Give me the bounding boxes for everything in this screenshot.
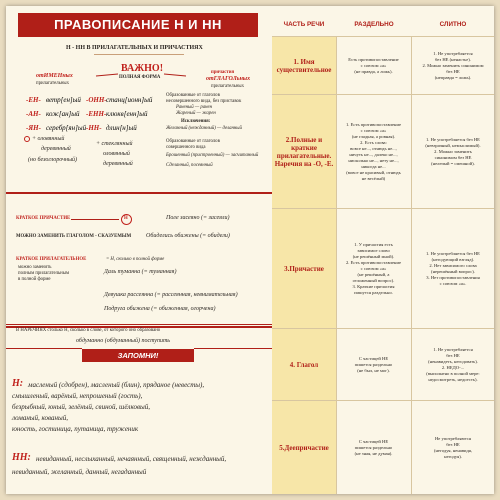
memory-line: невиданный, желанный, данный, негаданный <box>12 468 147 476</box>
separate-rule: Есть противопоставление с союзом «а» (не правда, а ложь). <box>336 37 412 95</box>
short-participle-header: КРАТКОЕ ПРИЧАСТИЕ <box>16 216 71 221</box>
part-of-speech: 1. Имя существительное <box>272 37 337 95</box>
rule-note: Образованные от глаголов <box>166 139 220 144</box>
short-adjective-rule: = Н, сколько в полной форме <box>106 257 165 262</box>
part-of-speech: 3.Причастие <box>272 209 337 329</box>
example-word: серебр[ян]ый <box>46 124 87 132</box>
rule-note: можно заменить <box>18 265 52 270</box>
divider <box>6 348 82 349</box>
together-rule: 1. Не употребляется без НЕ (ненавидеть, негодовать). 2. НЕДО-... (выполнено в полной мере: недосмотреть, недоесть). <box>426 347 480 382</box>
left-panel <box>6 6 272 494</box>
part-of-speech: 5.Деепричастие <box>272 401 337 494</box>
short-forms-section <box>6 192 272 284</box>
right-branch-title: причастия <box>211 70 235 75</box>
right-branch-note: прилагательных <box>211 84 245 89</box>
adjectives-participles-section <box>6 6 272 192</box>
exception-word: оловянный <box>103 151 130 157</box>
n-letter: Н <box>124 216 128 221</box>
rule-note: Исключения: <box>181 119 211 124</box>
part-of-speech: 4. Глагол <box>272 329 337 401</box>
exception-word: деревянный <box>41 146 71 152</box>
together-rule: 1. Не употребляется без НЕ (ненастье). 2. Можно заменить синонимом без НЕ (неправда = ложь). <box>422 51 484 80</box>
replace-verb-rule: МОЖНО ЗАМЕНИТЬ ГЛАГОЛОМ - СКАЗУЕМЫМ <box>16 234 132 239</box>
example-sentence: Подруга обижена (= обиженная, огорчена) <box>104 306 216 312</box>
memory-line: масленый (сдобрен), масленый (блин), пряданое (невесты), <box>28 381 205 389</box>
left-branch-subtitle: прилагательных <box>36 81 70 86</box>
basic-form-label: ПОЛНАЯ ФОРМА <box>119 75 161 80</box>
rule-note: Сделанный, посеянный <box>166 163 213 168</box>
table-row <box>272 400 494 494</box>
arrow-line <box>71 219 119 220</box>
table-row <box>272 36 494 95</box>
suffix-onn: -ОНН- <box>86 96 107 104</box>
section-divider <box>6 324 272 325</box>
example-sentence: Обиделись обижены (= обидели) <box>146 233 230 239</box>
separate-rule: 1. Есть противопоставление с союзом «а» (не гладкая, а ровная). 2. Есть слова: вовсе не..., отнюдь не..., ничуть не..., далеко не..., нисколько не..., нету не..., никогда не... (вовсе не красивый, отнюдь не весёлый) <box>336 95 412 209</box>
bullet-icon <box>24 136 30 142</box>
short-adjective-header: КРАТКОЕ ПРИЛАГАТЕЛЬНОЕ <box>16 257 87 262</box>
column-header: РАЗДЕЛЬНО <box>354 21 394 28</box>
example-word: кож[ан]ый <box>46 110 80 118</box>
rule-note: Жареный — жарен <box>176 111 216 116</box>
divider <box>194 348 272 349</box>
example-sentence: Поле засеяно (= засеяли) <box>166 215 230 221</box>
adverbs-section <box>6 326 272 350</box>
rule-note: Раненый — ранен <box>176 105 213 110</box>
example-word: ветр[ен]ый <box>46 96 81 104</box>
column-header: ЧАСТЬ РЕЧИ <box>283 21 325 28</box>
n-label: Н: <box>12 378 24 389</box>
ne-spelling-table <box>272 6 494 494</box>
suffix-nn: -НН- <box>86 124 102 132</box>
memory-line: смышленый, варёный, непрошеный (гость), <box>12 392 143 400</box>
exception-word: + стеклянный <box>96 141 133 147</box>
exception-word: деревянный <box>103 161 133 167</box>
suffix-yan: -ЯН- <box>26 124 41 132</box>
remember-banner: ЗАПОМНИ! <box>82 349 194 362</box>
table-body <box>272 36 494 494</box>
left-branch-title: отИМЕНных <box>36 73 73 79</box>
example-word: станц[ионн]ый <box>106 96 153 104</box>
rule-note: Образованные от глаголов <box>166 93 220 98</box>
suffix-en: -ЕН- <box>26 96 41 104</box>
suffix-an: -АН- <box>26 110 41 118</box>
exception-word: + оловянный <box>32 136 65 142</box>
example-sentence: Даль туманна (= туманная) <box>104 269 177 275</box>
example-word: клюкв[енн]ый <box>106 110 148 118</box>
memory-line: ломаный, кованый, <box>12 414 69 422</box>
example-sentence: Девушка рассеянна (= рассеянная, невнимательная) <box>104 292 238 298</box>
rule-note: в полной форме <box>18 277 51 282</box>
together-rule: 1. Не употребляется без НЕ (негодующий взгляд). 2. Нет зависимого слова (нерешённый вопрос). 3. Нет противопоставления с союзом «а». <box>426 251 480 286</box>
table-row <box>272 208 494 329</box>
poster <box>6 6 494 494</box>
memory-line: безрыбный, юный, зелёный, свиной, шёлковый, <box>12 403 151 411</box>
rule-note: Брошенный (пристроенный) — засчитанный <box>166 153 259 158</box>
rule-note: Желанный (нежданный) — деланный <box>166 126 242 131</box>
page-title: ПРАВОПИСАНИЕ Н И НН <box>18 13 258 37</box>
right-branch-subtitle: отГЛАГОЛьных <box>206 76 251 82</box>
memory-line: невиданный, неслыханный, нечаянный, священный, нежданный, <box>36 455 227 463</box>
column-header: СЛИТНО <box>439 21 467 28</box>
example-word: длин[н]ый <box>106 124 137 132</box>
adverbs-rule: В НАРЕЧИЯХ столько Н, сколько в слове, от которого оно образовано <box>16 328 161 333</box>
exception-note: (но безоглорочный) <box>28 157 78 163</box>
nn-label: НН: <box>12 452 31 463</box>
together-rule: 1. Не употребляется без НЕ (невзрачный, немыслимый). 2. Можно заменить синонимом без НЕ (нелепый = смешной). <box>425 137 481 166</box>
table-row <box>272 94 494 209</box>
separate-rule: С частицей НЕ пишется раздельно (не был, не мог). <box>336 329 412 401</box>
suffix-enn: -ЕНН- <box>86 110 107 118</box>
separate-rule: С частицей НЕ пишется раздельно (не зная, не думая). <box>336 401 412 494</box>
rule-note: полным прилагательным <box>18 271 69 276</box>
table-row <box>272 328 494 401</box>
important-label: ВАЖНО! <box>121 63 164 74</box>
part-of-speech: 2.Полные и краткие прилагательные. Наречия на -О, -Е. <box>272 95 337 209</box>
section-header: Н - НН В ПРИЛАГАТЕЛЬНЫХ И ПРИЧАСТИЯХ <box>66 45 203 51</box>
section-divider <box>6 192 272 194</box>
together-rule: Не употребляются без НЕ (негодуя, ненавидя, негодуя). <box>433 436 473 459</box>
divider <box>94 54 184 55</box>
memory-line: юность, гостиница, путаница, труженик <box>12 425 139 433</box>
branch-arrows <box>66 63 216 91</box>
rule-note: совершенного вида <box>166 145 206 150</box>
example-phrase: обдуманно (обдуманный) поступить <box>76 338 171 344</box>
separate-rule: 1. У причастия есть зависимое слово (не решённый мной). 2. Есть противопоставление с союзом «а» (не решённый, а отложенный вопрос). 3. Краткие причастия пишутся раздельно. <box>336 209 412 329</box>
rule-note: несовершенного вида, без приставок <box>166 99 242 104</box>
